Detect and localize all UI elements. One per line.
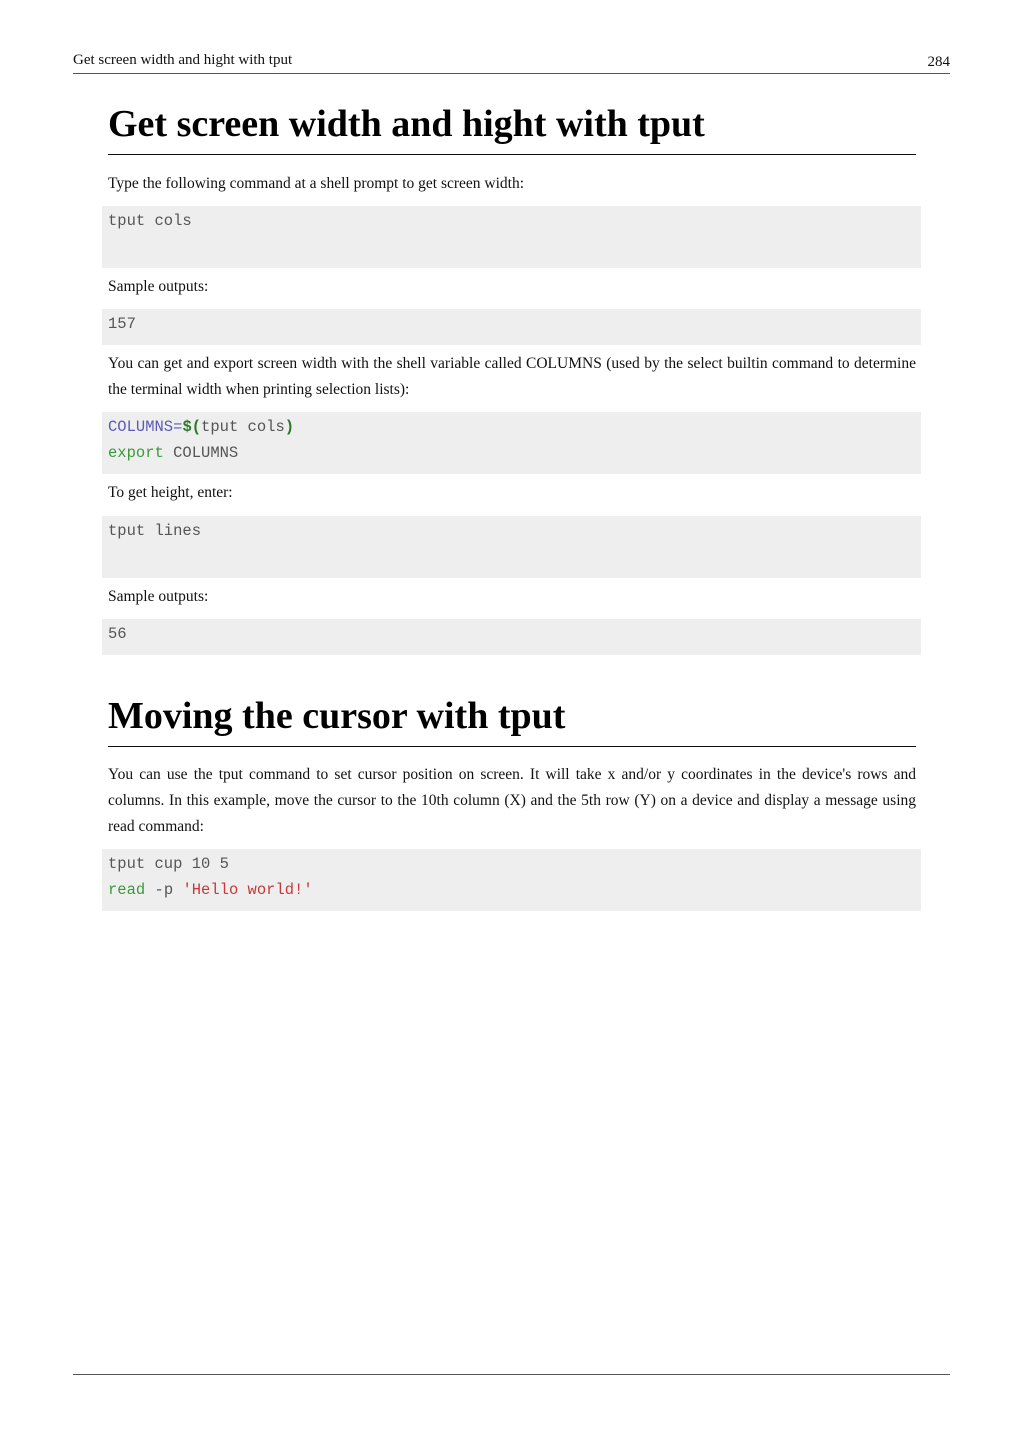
code-block-tput-cols [102,206,921,268]
operator-token: = [173,418,183,436]
substitution-close-token: ) [284,418,295,436]
code-line: tput cup 10 5 [108,855,229,873]
running-header [73,50,950,74]
string-token: 'Hello world!' [182,881,313,899]
cursor-paragraph: You can use the tput command to set cursor position on screen. It will take x and/or y coordinates in the device's rows and columns. In this example, move the cursor to the 10th column (X) and the 5th row (Y) on a device and display a message using read command: [108,766,916,835]
code-block-columns-export [102,412,921,474]
sample-outputs-label: Sample outputs: [108,278,209,295]
section-title-cursor: Moving the cursor with tput [108,694,916,747]
keyword-token: export [108,444,164,462]
code-line [108,440,915,466]
keyword-token: read [108,881,146,899]
footer-rule [73,1374,950,1375]
page-number: 284 [927,54,950,70]
section-title-screen-size: Get screen width and hight with tput [108,102,916,155]
code-line: tput lines [108,522,202,540]
height-paragraph: To get height, enter: [108,484,233,501]
code-block-tput-lines [102,516,921,578]
code-line: 157 [108,315,136,333]
argument-token: COLUMNS [163,444,239,462]
substitution-body-token: tput cols [201,418,285,436]
flag-token: -p [145,881,183,899]
code-line [108,414,915,440]
code-block-tput-cup [102,849,921,911]
code-line [108,877,915,903]
output-block-lines [102,619,921,655]
code-line: tput cols [108,212,192,230]
columns-paragraph: You can get and export screen width with the shell variable called COLUMNS (used by the select builtin command to determine the terminal width when printing selection lists): [108,355,916,398]
running-title: Get screen width and hight with tput [73,52,293,68]
output-block-cols [102,309,921,345]
variable-token: COLUMNS [108,418,174,436]
code-line: 56 [108,625,127,643]
sample-outputs-label: Sample outputs: [108,588,209,605]
substitution-open-token: $( [182,418,202,436]
intro-paragraph: Type the following command at a shell prompt to get screen width: [108,175,525,192]
